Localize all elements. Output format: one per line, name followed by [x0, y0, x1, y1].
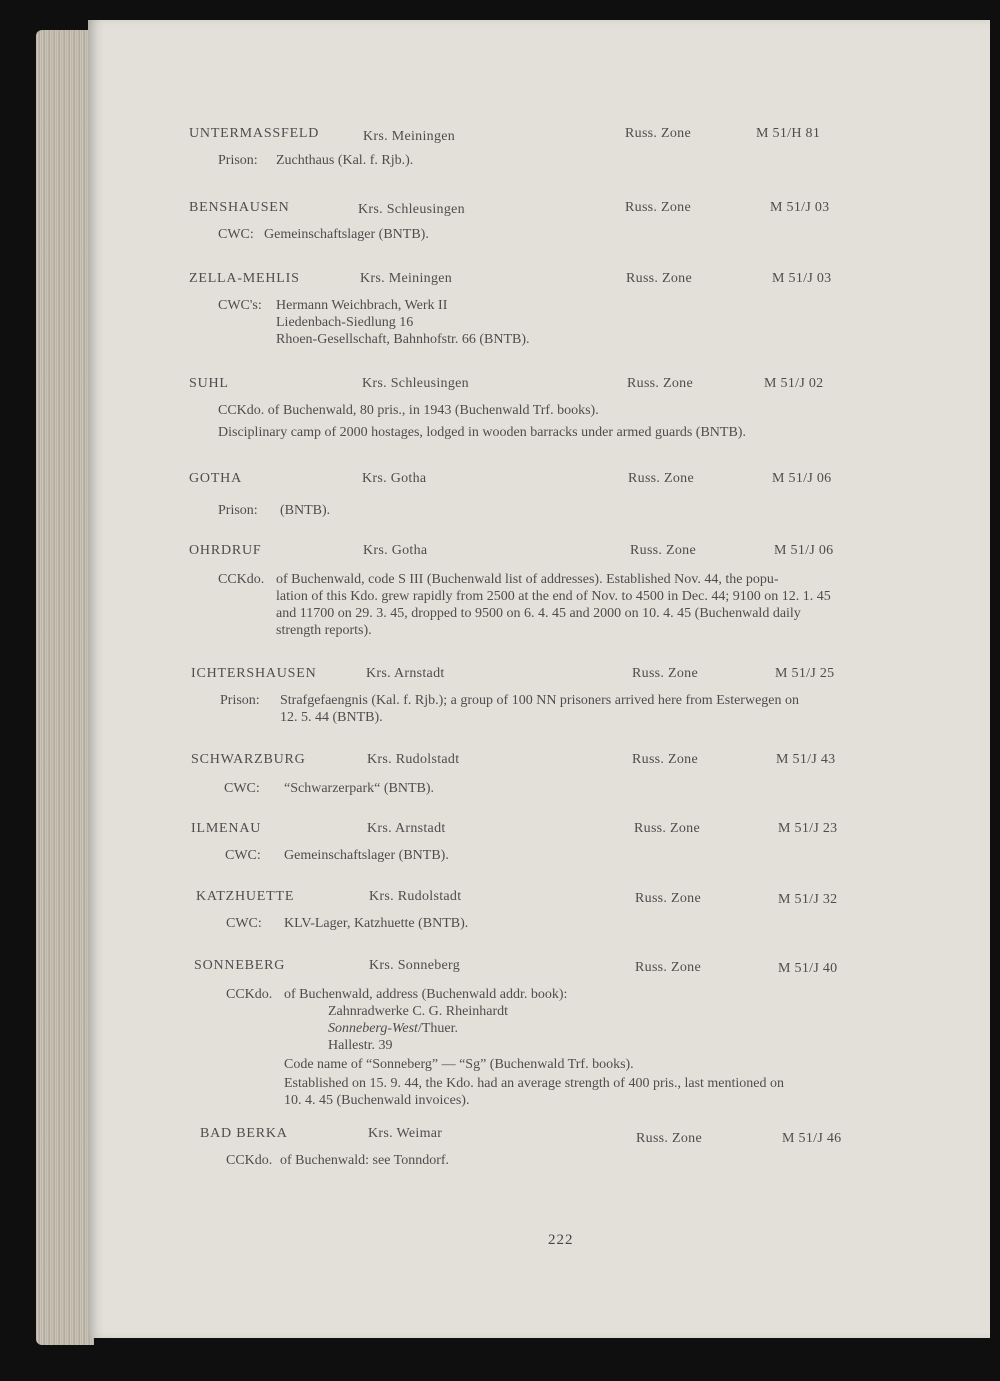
place-name: ICHTERSHAUSEN: [191, 666, 317, 681]
place-name: KATZHUETTE: [196, 889, 295, 904]
page-edge-stack: [36, 30, 94, 1345]
entry-detail: [88, 571, 990, 641]
map-ref: M 51/J 06: [774, 543, 834, 558]
entry-untermassfeld: [88, 126, 990, 172]
district: Krs. Rudolstadt: [369, 889, 462, 904]
detail-label: CCKdo.: [226, 1153, 273, 1168]
place-name: BAD BERKA: [200, 1126, 288, 1141]
zone: Russ. Zone: [625, 200, 691, 215]
address-line: [328, 1020, 458, 1037]
map-ref: M 51/J 03: [770, 200, 830, 215]
place-name: GOTHA: [189, 471, 242, 486]
detail-line: Hermann Weichbrach, Werk II: [276, 298, 448, 313]
entry-detail: [88, 847, 990, 867]
place-name: ZELLA-MEHLIS: [189, 271, 300, 286]
entry-bad-berka: [88, 1126, 990, 1172]
detail-label: CWC's:: [218, 298, 262, 313]
entry-katzhuette: [88, 889, 990, 935]
zone: Russ. Zone: [634, 821, 700, 836]
district: Krs. Schleusingen: [362, 376, 469, 391]
address-line: Zahnradwerke C. G. Rheinhardt: [328, 1004, 508, 1019]
zone: Russ. Zone: [630, 543, 696, 558]
detail-text: Gemeinschaftslager (BNTB).: [264, 227, 429, 242]
entry-ilmenau: [88, 821, 990, 867]
entry-header: [88, 471, 990, 493]
detail-label: Prison:: [218, 153, 258, 168]
place-name: SCHWARZBURG: [191, 752, 306, 767]
detail-text: “Schwarzerpark“ (BNTB).: [284, 781, 435, 796]
map-ref: M 51/J 23: [778, 821, 838, 836]
place-name: UNTERMASSFELD: [189, 126, 320, 141]
entry-detail: [88, 402, 990, 446]
entry-ichtershausen: [88, 666, 990, 728]
detail-label: CWC:: [218, 227, 254, 242]
zone: Russ. Zone: [632, 752, 698, 767]
zone: Russ. Zone: [626, 271, 692, 286]
map-ref: M 51/J 40: [778, 961, 838, 976]
zone: Russ. Zone: [635, 891, 701, 906]
detail-line: Strafgefaengnis (Kal. f. Rjb.); a group of 100 NN prisoners arrived here from Esterwegen on: [280, 693, 800, 708]
detail-line: Established on 15. 9. 44, the Kdo. had an average strength of 400 pris., last mentioned on: [284, 1076, 785, 1091]
detail-line: strength reports).: [276, 623, 372, 638]
map-ref: M 51/J 03: [772, 271, 832, 286]
detail-line: 12. 5. 44 (BNTB).: [280, 710, 383, 725]
detail-label: CCKdo.: [226, 987, 273, 1002]
district: Krs. Gotha: [362, 471, 427, 486]
entry-header: [88, 543, 990, 565]
address-suffix: /Thuer.: [417, 1021, 458, 1036]
detail-text: Gemeinschaftslager (BNTB).: [284, 848, 449, 863]
entry-header: [88, 666, 990, 688]
map-ref: M 51/H 81: [756, 126, 821, 141]
detail-line: CCKdo. of Buchenwald, 80 pris., in 1943 (Buchenwald Trf. books).: [218, 403, 599, 418]
entry-header: [88, 126, 990, 148]
entry-sonneberg: [88, 958, 990, 1116]
entry-detail: [88, 152, 990, 172]
entry-detail: [88, 502, 990, 522]
entry-header: [88, 376, 990, 398]
detail-text: of Buchenwald: see Tonndorf.: [280, 1153, 450, 1168]
entry-header: [88, 958, 990, 980]
detail-line: lation of this Kdo. grew rapidly from 2500 at the end of Nov. to 4500 in Dec. 44; 9100 on 12. 1. 45: [276, 589, 831, 604]
district: Krs. Sonneberg: [369, 958, 461, 973]
map-ref: M 51/J 02: [764, 376, 824, 391]
detail-line: Code name of “Sonneberg” — “Sg” (Buchenwald Trf. books).: [284, 1057, 634, 1072]
address-line: Hallestr. 39: [328, 1038, 393, 1053]
detail-line: and 11700 on 29. 3. 45, dropped to 9500 on 6. 4. 45 and 2000 on 10. 4. 45 (Buchenwald daily: [276, 606, 801, 621]
detail-label: CCKdo.: [218, 572, 265, 587]
place-name: BENSHAUSEN: [189, 200, 290, 215]
book-page: [88, 20, 990, 1338]
entry-gotha: [88, 471, 990, 522]
entry-header: [88, 271, 990, 293]
place-name: ILMENAU: [191, 821, 262, 836]
page-number: 222: [548, 1232, 574, 1248]
entry-header: [88, 821, 990, 843]
detail-text: KLV-Lager, Katzhuette (BNTB).: [284, 916, 469, 931]
detail-label: Prison:: [220, 693, 260, 708]
district: Krs. Meiningen: [360, 271, 453, 286]
detail-line: Disciplinary camp of 2000 hostages, lodged in wooden barracks under armed guards (BNTB).: [218, 425, 746, 440]
place-name: SUHL: [189, 376, 229, 391]
district: Krs. Schleusingen: [358, 202, 465, 217]
detail-line: Liedenbach-Siedlung 16: [276, 315, 414, 330]
address-place: Sonneberg-West: [328, 1021, 418, 1036]
entry-zella-mehlis: [88, 271, 990, 351]
entry-header: [88, 1126, 990, 1148]
map-ref: M 51/J 06: [772, 471, 832, 486]
map-ref: M 51/J 46: [782, 1131, 842, 1146]
map-ref: M 51/J 43: [776, 752, 836, 767]
district: Krs. Rudolstadt: [367, 752, 460, 767]
entry-detail: [88, 692, 990, 728]
entry-header: [88, 752, 990, 774]
detail-line: of Buchenwald, code S III (Buchenwald list of addresses). Established Nov. 44, the popu-: [276, 572, 779, 587]
detail-line: Rhoen-Gesellschaft, Bahnhofstr. 66 (BNTB).: [276, 332, 530, 347]
detail-line: of Buchenwald, address (Buchenwald addr. book):: [284, 987, 568, 1002]
district: Krs. Gotha: [363, 543, 428, 558]
entry-detail: [88, 1152, 990, 1172]
entry-detail: [88, 986, 990, 1116]
district: Krs. Arnstadt: [366, 666, 445, 681]
district: Krs. Weimar: [368, 1126, 443, 1141]
detail-label: CWC:: [224, 781, 260, 796]
zone: Russ. Zone: [632, 666, 698, 681]
detail-label: Prison:: [218, 503, 258, 518]
detail-line: 10. 4. 45 (Buchenwald invoices).: [284, 1093, 470, 1108]
entry-detail: [88, 780, 990, 800]
detail-text: (BNTB).: [280, 503, 331, 518]
zone: Russ. Zone: [625, 126, 691, 141]
detail-text: Zuchthaus (Kal. f. Rjb.).: [276, 153, 414, 168]
zone: Russ. Zone: [627, 376, 693, 391]
place-name: SONNEBERG: [194, 958, 286, 973]
detail-label: CWC:: [225, 848, 261, 863]
entry-ohrdruf: [88, 543, 990, 641]
zone: Russ. Zone: [636, 1131, 702, 1146]
entry-header: [88, 200, 990, 222]
entry-suhl: [88, 376, 990, 446]
zone: Russ. Zone: [635, 960, 701, 975]
entry-header: [88, 889, 990, 911]
map-ref: M 51/J 32: [778, 892, 838, 907]
entry-benshausen: [88, 200, 990, 246]
entry-detail: [88, 226, 990, 246]
detail-label: CWC:: [226, 916, 262, 931]
district: Krs. Meiningen: [363, 129, 456, 144]
entry-detail: [88, 297, 990, 351]
map-ref: M 51/J 25: [775, 666, 835, 681]
entry-detail: [88, 915, 990, 935]
place-name: OHRDRUF: [189, 543, 262, 558]
entry-schwarzburg: [88, 752, 990, 800]
district: Krs. Arnstadt: [367, 821, 446, 836]
zone: Russ. Zone: [628, 471, 694, 486]
